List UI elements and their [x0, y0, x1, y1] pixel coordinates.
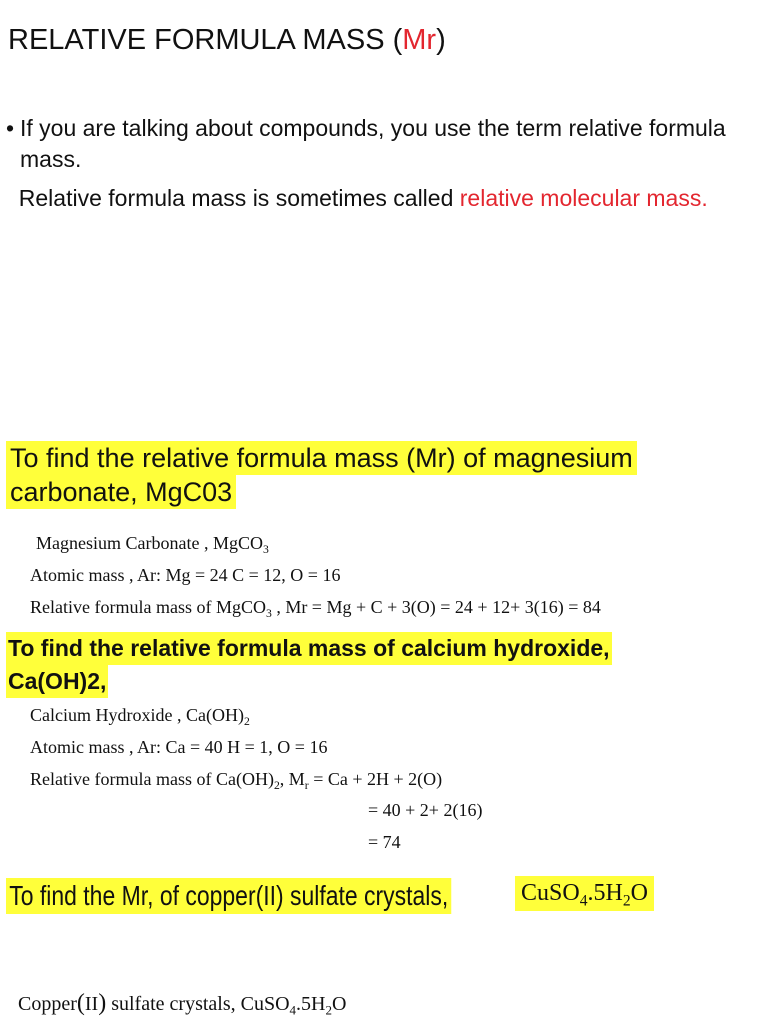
copper-formula-sub1: 4 — [579, 892, 588, 910]
calcium-rfm-sub2: r — [304, 779, 309, 793]
copper-paren-open: ( — [76, 990, 85, 1016]
copper-paren-close: ) — [98, 990, 107, 1016]
calcium-step2: = 40 + 2+ 2(16) — [368, 800, 483, 820]
magnesium-atomic: Atomic mass , Ar: Mg = 24 C = 12, O = 16 — [30, 565, 341, 585]
copper-formula-sub2: 2 — [622, 892, 631, 910]
magnesium-rfm-prefix: Relative formula mass of MgCO — [30, 597, 266, 617]
copper-line-c: .5H — [296, 993, 326, 1015]
page-title — [8, 24, 446, 57]
copper-line — [18, 990, 346, 1017]
calcium-rfm-sub: 2 — [273, 779, 280, 793]
bullet-dot: • — [6, 115, 15, 141]
calcium-step3: = 74 — [368, 832, 401, 852]
calcium-atomic: Atomic mass , Ar: Ca = 40 H = 1, O = 16 — [30, 737, 328, 757]
title-end: ) — [436, 24, 446, 56]
line2-end: . — [701, 185, 708, 211]
magnesium-rfm — [30, 597, 601, 621]
magnesium-heading — [6, 441, 637, 509]
line2-prefix: Relative formula mass is sometimes called — [18, 185, 460, 211]
copper-line-sub2: 2 — [325, 1002, 332, 1018]
title-text: RELATIVE FORMULA MASS ( — [8, 24, 403, 56]
magnesium-name-text: Magnesium Carbonate , MgCO — [36, 533, 263, 553]
copper-line-b: sulfate crystals, CuSO — [106, 993, 290, 1015]
magnesium-heading-line2: carbonate, MgC03 — [6, 475, 236, 509]
copper-line-sub1: 4 — [289, 1002, 297, 1018]
calcium-name-sub: 2 — [243, 715, 250, 729]
copper-formula-b: .5H — [587, 880, 623, 906]
calcium-rfm-mid: , M — [279, 769, 305, 789]
calcium-name — [30, 705, 250, 729]
copper-formula — [515, 876, 654, 911]
magnesium-rfm-end: , Mr = Mg + C + 3(O) = 24 + 12+ 3(16) = 84 — [271, 597, 601, 617]
copper-formula-c: O — [630, 880, 648, 906]
copper-roman: II — [84, 993, 99, 1015]
calcium-rfm-end: = Ca + 2H + 2(O) — [308, 769, 443, 789]
magnesium-rfm-sub: 3 — [265, 607, 272, 621]
bullet-text: If you are talking about compounds, you use the term relative formula mass. — [20, 115, 726, 172]
calcium-heading — [6, 632, 612, 698]
calcium-rfm-prefix: Relative formula mass of Ca(OH) — [30, 769, 274, 789]
calcium-heading-line2: Ca(OH)2, — [6, 665, 108, 698]
copper-line-d: O — [331, 993, 347, 1015]
copper-line-a: Copper — [18, 993, 77, 1015]
magnesium-name-sub: 3 — [262, 543, 269, 557]
copper-heading: To find the Mr, of copper(II) sulfate crystals, — [6, 878, 452, 914]
magnesium-heading-line1: To find the relative formula mass (Mr) of magnesium — [6, 441, 637, 475]
calcium-name-text: Calcium Hydroxide , Ca(OH) — [30, 705, 244, 725]
intro-bullet — [6, 113, 766, 175]
intro-line2 — [6, 183, 766, 214]
magnesium-name — [36, 533, 269, 557]
title-highlight: Mr — [402, 24, 437, 56]
calcium-heading-line1: To find the relative formula mass of calcium hydroxide, — [6, 632, 612, 665]
calcium-rfm — [30, 769, 443, 793]
copper-formula-a: CuSO — [521, 880, 580, 906]
line2-highlight: relative molecular mass — [459, 185, 702, 211]
